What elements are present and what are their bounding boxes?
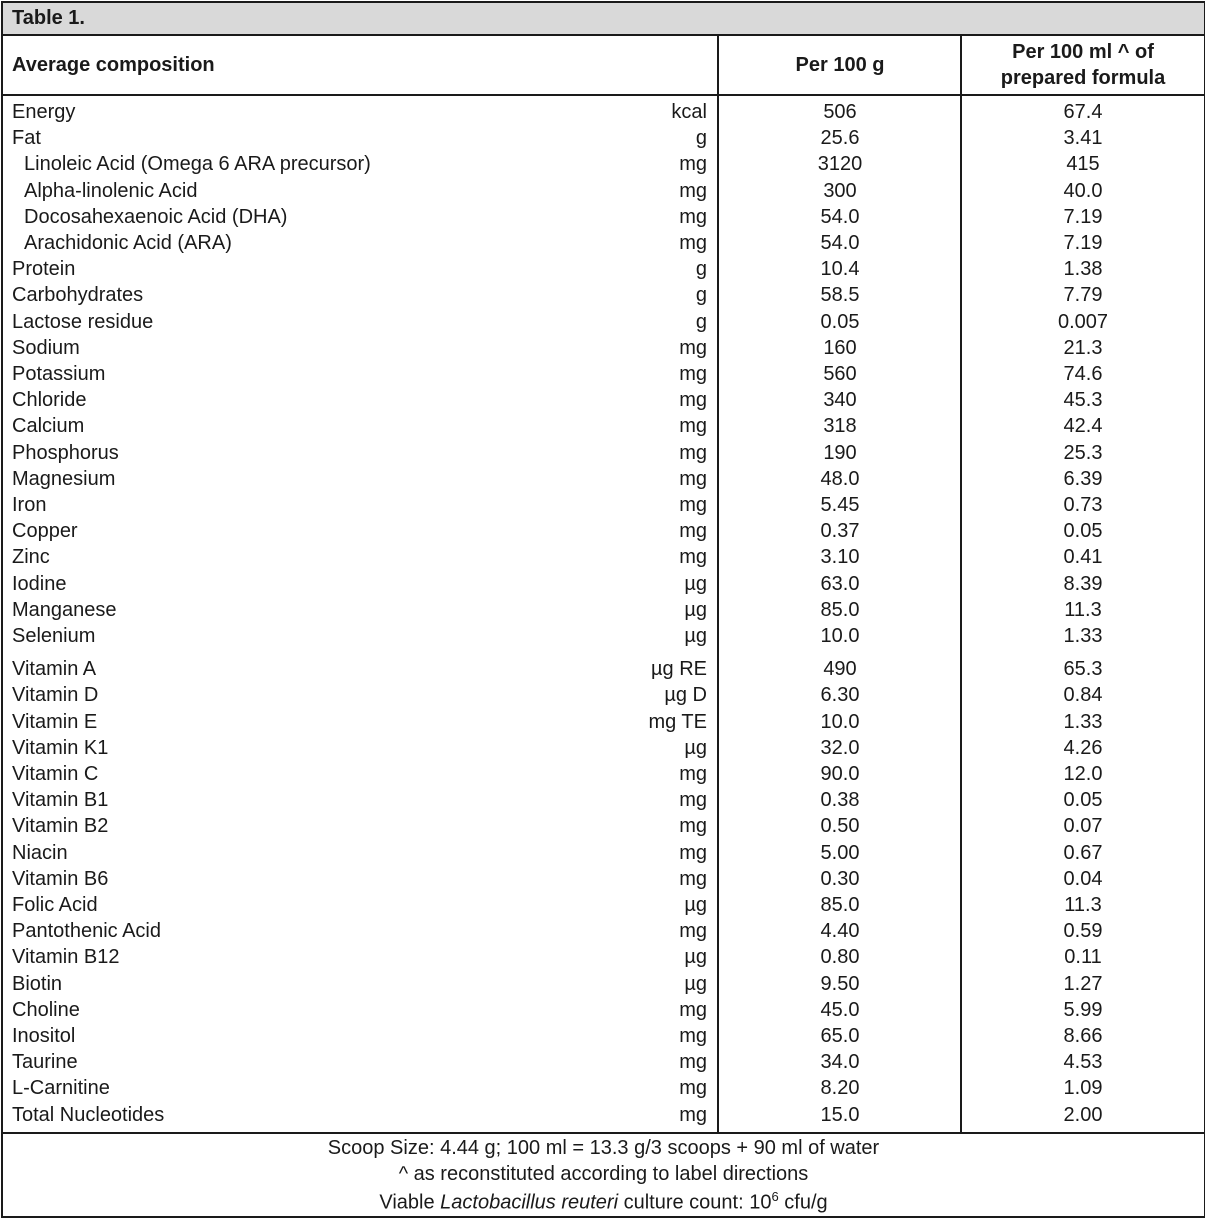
table-row: [3, 866, 1204, 892]
row-per-100ml: 0.04: [1063, 867, 1103, 890]
row-unit: g: [695, 258, 707, 281]
row-unit: mg: [679, 494, 707, 516]
table-title-bar: [3, 3, 1204, 36]
header-per-100ml-line1: Per 100 ml ^ of: [1012, 41, 1154, 63]
row-per-100ml: 21.3: [1063, 336, 1103, 359]
footer-culture-exponent: 6: [771, 1189, 779, 1204]
table-row: [3, 1049, 1204, 1075]
footer-culture-count: [3, 1189, 1204, 1215]
footer-culture-prefix: Viable: [379, 1191, 441, 1214]
table-row: [3, 840, 1204, 866]
row-nutrient-name: Taurine: [12, 1051, 78, 1074]
row-unit: kcal: [671, 101, 707, 123]
table-row: [3, 813, 1204, 839]
row-nutrient-name: Niacin: [12, 841, 68, 864]
table-row: [3, 892, 1204, 918]
table-row: [3, 309, 1204, 335]
row-per-100ml: 4.26: [1063, 736, 1103, 759]
row-per-100ml: 0.05: [1063, 520, 1103, 543]
row-per-100ml: 3.41: [1063, 127, 1103, 150]
row-per-100g: 34.0: [820, 1051, 860, 1074]
table-row: [3, 230, 1204, 256]
row-nutrient-name: Iron: [12, 494, 47, 516]
row-per-100ml: 42.4: [1063, 415, 1103, 438]
row-unit: µg RE: [651, 658, 707, 681]
row-per-100g: 54.0: [820, 205, 860, 228]
table-row: [3, 335, 1204, 361]
row-per-100ml: 40.0: [1063, 179, 1103, 202]
table-row: [3, 466, 1204, 492]
row-per-100ml: 1.33: [1063, 710, 1103, 733]
row-per-100g: 160: [823, 336, 857, 359]
table-row: [3, 597, 1204, 623]
row-nutrient-name: Vitamin B6: [12, 867, 109, 890]
row-per-100ml: 0.84: [1063, 684, 1103, 707]
row-per-100ml: 1.09: [1063, 1077, 1103, 1100]
row-per-100g: 318: [823, 415, 857, 438]
row-per-100g: 54.0: [820, 232, 860, 254]
row-unit: mg: [679, 763, 707, 785]
row-per-100g: 0.37: [820, 520, 860, 543]
table-row: [3, 971, 1204, 997]
row-per-100g: 0.38: [820, 789, 860, 812]
row-per-100ml: 11.3: [1064, 598, 1102, 621]
row-nutrient-name: Lactose residue: [12, 310, 154, 333]
row-per-100ml: 12.0: [1063, 763, 1103, 785]
row-unit: mg: [679, 441, 707, 464]
row-unit: mg: [679, 205, 707, 228]
row-unit: µg: [684, 946, 707, 969]
row-unit: mg: [679, 232, 707, 254]
row-per-100g: 490: [823, 658, 857, 681]
row-per-100ml: 25.3: [1063, 441, 1103, 464]
row-unit: g: [695, 284, 707, 307]
row-per-100ml: 2.00: [1063, 1103, 1103, 1126]
table-row: [3, 761, 1204, 787]
row-per-100g: 32.0: [820, 736, 860, 759]
table-row: [3, 99, 1204, 125]
row-per-100g: 5.00: [820, 841, 860, 864]
row-per-100g: 0.30: [820, 867, 860, 890]
header-per-100ml-line2: prepared formula: [1000, 67, 1166, 89]
row-per-100ml: 6.39: [1063, 467, 1103, 490]
row-per-100ml: 5.99: [1063, 998, 1103, 1021]
footer-scoop-size: Scoop Size: 4.44 g; 100 ml = 13.3 g/3 scoops + 90 ml of water: [327, 1137, 880, 1159]
row-unit: µg D: [664, 684, 707, 707]
row-nutrient-name: L-Carnitine: [12, 1077, 110, 1100]
table-row: [3, 492, 1204, 518]
row-per-100ml: 1.33: [1063, 625, 1103, 647]
row-unit: mg: [679, 336, 707, 359]
row-nutrient-name: Sodium: [12, 336, 80, 359]
row-per-100g: 63.0: [820, 572, 860, 595]
row-per-100g: 300: [823, 179, 857, 202]
row-nutrient-name: Chloride: [12, 389, 87, 412]
row-per-100ml: 0.007: [1057, 310, 1109, 333]
row-nutrient-name: Vitamin K1: [12, 736, 109, 759]
row-per-100g: 48.0: [820, 467, 860, 490]
row-unit: mg: [679, 1051, 707, 1074]
row-per-100ml: 1.38: [1063, 258, 1103, 281]
table-row: [3, 387, 1204, 413]
table-row: [3, 282, 1204, 308]
row-nutrient-name: Vitamin B12: [12, 946, 120, 969]
table-row: [3, 656, 1204, 682]
table-row: [3, 256, 1204, 282]
row-per-100ml: 0.11: [1064, 946, 1102, 969]
footer-reconstituted-note: ^ as reconstituted according to label directions: [398, 1163, 809, 1185]
row-per-100ml: 4.53: [1063, 1051, 1103, 1074]
row-unit: µg: [684, 625, 707, 647]
row-per-100ml: 67.4: [1063, 101, 1103, 123]
header-average-composition: Average composition: [12, 53, 215, 76]
table-row: [3, 997, 1204, 1023]
row-unit: mg: [679, 1025, 707, 1047]
table-row: [3, 151, 1204, 177]
row-nutrient-name: Alpha-linolenic Acid: [24, 179, 198, 202]
row-per-100g: 0.50: [820, 815, 860, 838]
table-row: [3, 361, 1204, 387]
table-row: [3, 178, 1204, 204]
row-nutrient-name: Docosahexaenoic Acid (DHA): [24, 205, 288, 228]
row-per-100g: 506: [823, 101, 857, 123]
row-per-100g: 0.05: [820, 310, 860, 333]
row-per-100g: 6.30: [820, 684, 860, 707]
row-unit: mg: [679, 998, 707, 1021]
table-row: [3, 1023, 1204, 1049]
table-row: [3, 918, 1204, 944]
row-per-100g: 190: [823, 441, 857, 464]
table-row: [3, 735, 1204, 761]
row-per-100ml: 45.3: [1063, 389, 1103, 412]
row-unit: mg: [679, 520, 707, 543]
row-per-100g: 10.4: [820, 258, 860, 281]
row-unit: µg: [684, 598, 707, 621]
table-title: Table 1.: [12, 7, 85, 29]
footer-culture-suffix: cfu/g: [778, 1191, 828, 1214]
row-nutrient-name: Vitamin C: [12, 763, 99, 785]
row-per-100ml: 0.73: [1063, 494, 1103, 516]
row-nutrient-name: Phosphorus: [12, 441, 119, 464]
row-unit: µg: [684, 572, 707, 595]
table-row: [3, 544, 1204, 570]
row-unit: µg: [684, 736, 707, 759]
row-nutrient-name: Calcium: [12, 415, 85, 438]
row-per-100ml: 1.27: [1063, 972, 1103, 995]
row-nutrient-name: Pantothenic Acid: [12, 920, 161, 943]
row-per-100g: 15.0: [820, 1103, 860, 1126]
row-per-100ml: 415: [1066, 153, 1100, 176]
row-unit: mg: [679, 363, 707, 385]
row-unit: g: [695, 310, 707, 333]
row-per-100g: 10.0: [820, 625, 860, 647]
row-per-100g: 85.0: [820, 894, 860, 916]
row-per-100ml: 0.05: [1063, 789, 1103, 812]
row-unit: µg: [684, 894, 707, 916]
row-per-100ml: 7.79: [1063, 284, 1103, 307]
row-per-100g: 3.10: [820, 546, 860, 569]
row-per-100ml: 7.19: [1063, 232, 1103, 254]
row-nutrient-name: Vitamin A: [12, 658, 97, 681]
table-row: [3, 413, 1204, 439]
table-row: [3, 125, 1204, 151]
row-per-100g: 58.5: [820, 284, 860, 307]
table-row: [3, 623, 1204, 649]
row-per-100g: 9.50: [820, 972, 860, 995]
table-row: [3, 1075, 1204, 1101]
row-unit: mg TE: [648, 710, 707, 733]
row-nutrient-name: Vitamin D: [12, 684, 99, 707]
row-unit: mg: [679, 920, 707, 943]
table-row: [3, 682, 1204, 708]
row-per-100ml: 8.66: [1063, 1025, 1103, 1047]
row-unit: µg: [684, 972, 707, 995]
row-nutrient-name: Biotin: [12, 972, 63, 995]
footer-culture-species: Lactobacillus reuteri: [440, 1191, 619, 1214]
row-unit: mg: [679, 415, 707, 438]
row-unit: mg: [679, 815, 707, 838]
row-per-100ml: 74.6: [1063, 363, 1103, 385]
row-per-100ml: 8.39: [1063, 572, 1103, 595]
row-unit: mg: [679, 1077, 707, 1100]
row-per-100g: 65.0: [820, 1025, 860, 1047]
row-unit: mg: [679, 841, 707, 864]
row-nutrient-name: Arachidonic Acid (ARA): [24, 232, 232, 254]
row-per-100g: 0.80: [820, 946, 860, 969]
table-row: [3, 440, 1204, 466]
header-per-100g: Per 100 g: [795, 53, 885, 76]
row-nutrient-name: Vitamin E: [12, 710, 98, 733]
row-per-100ml: 0.41: [1063, 546, 1103, 569]
table-row: [3, 204, 1204, 230]
row-per-100g: 45.0: [820, 998, 860, 1021]
row-per-100ml: 0.07: [1063, 815, 1103, 838]
row-unit: mg: [679, 1103, 707, 1126]
row-nutrient-name: Magnesium: [12, 467, 116, 490]
footer-culture-mid: culture count: 10: [618, 1191, 772, 1214]
table-row: [3, 944, 1204, 970]
row-nutrient-name: Vitamin B1: [12, 789, 109, 812]
row-unit: mg: [679, 867, 707, 890]
header-per-100ml: [962, 36, 1204, 94]
row-unit: mg: [679, 546, 707, 569]
row-nutrient-name: Protein: [12, 258, 76, 281]
row-nutrient-name: Potassium: [12, 363, 106, 385]
table-row: [3, 1102, 1204, 1128]
row-nutrient-name: Linoleic Acid (Omega 6 ARA precursor): [24, 153, 371, 176]
row-nutrient-name: Carbohydrates: [12, 284, 144, 307]
row-unit: mg: [679, 467, 707, 490]
row-per-100ml: 0.67: [1063, 841, 1103, 864]
row-nutrient-name: Energy: [12, 101, 76, 123]
row-nutrient-name: Selenium: [12, 625, 96, 647]
table-row: [3, 787, 1204, 813]
row-unit: g: [695, 127, 707, 150]
row-per-100g: 25.6: [820, 127, 860, 150]
row-per-100g: 3120: [817, 153, 863, 176]
row-nutrient-name: Total Nucleotides: [12, 1103, 165, 1126]
row-per-100g: 8.20: [820, 1077, 860, 1100]
row-nutrient-name: Iodine: [12, 572, 67, 595]
table-row: [3, 709, 1204, 735]
table-header: [3, 36, 1204, 96]
table-row: [3, 518, 1204, 544]
row-per-100g: 340: [823, 389, 857, 412]
table-row: [3, 571, 1204, 597]
row-per-100ml: 11.3: [1064, 894, 1102, 916]
row-unit: mg: [679, 179, 707, 202]
row-nutrient-name: Vitamin B2: [12, 815, 109, 838]
row-nutrient-name: Fat: [12, 127, 41, 150]
row-per-100ml: 7.19: [1063, 205, 1103, 228]
row-unit: mg: [679, 389, 707, 412]
row-per-100ml: 65.3: [1063, 658, 1103, 681]
row-unit: mg: [679, 789, 707, 812]
nutrition-table: [1, 1, 1205, 1218]
row-nutrient-name: Zinc: [12, 546, 50, 569]
row-unit: mg: [679, 153, 707, 176]
row-nutrient-name: Choline: [12, 998, 80, 1021]
row-nutrient-name: Inositol: [12, 1025, 76, 1047]
row-nutrient-name: Folic Acid: [12, 894, 98, 916]
row-per-100g: 4.40: [820, 920, 860, 943]
row-per-100ml: 0.59: [1063, 920, 1103, 943]
row-nutrient-name: Manganese: [12, 598, 117, 621]
row-per-100g: 85.0: [820, 598, 860, 621]
row-per-100g: 5.45: [820, 494, 860, 516]
row-per-100g: 560: [823, 363, 857, 385]
row-per-100g: 90.0: [820, 763, 860, 785]
table-footer: [3, 1132, 1204, 1218]
row-per-100g: 10.0: [820, 710, 860, 733]
row-nutrient-name: Copper: [12, 520, 78, 543]
